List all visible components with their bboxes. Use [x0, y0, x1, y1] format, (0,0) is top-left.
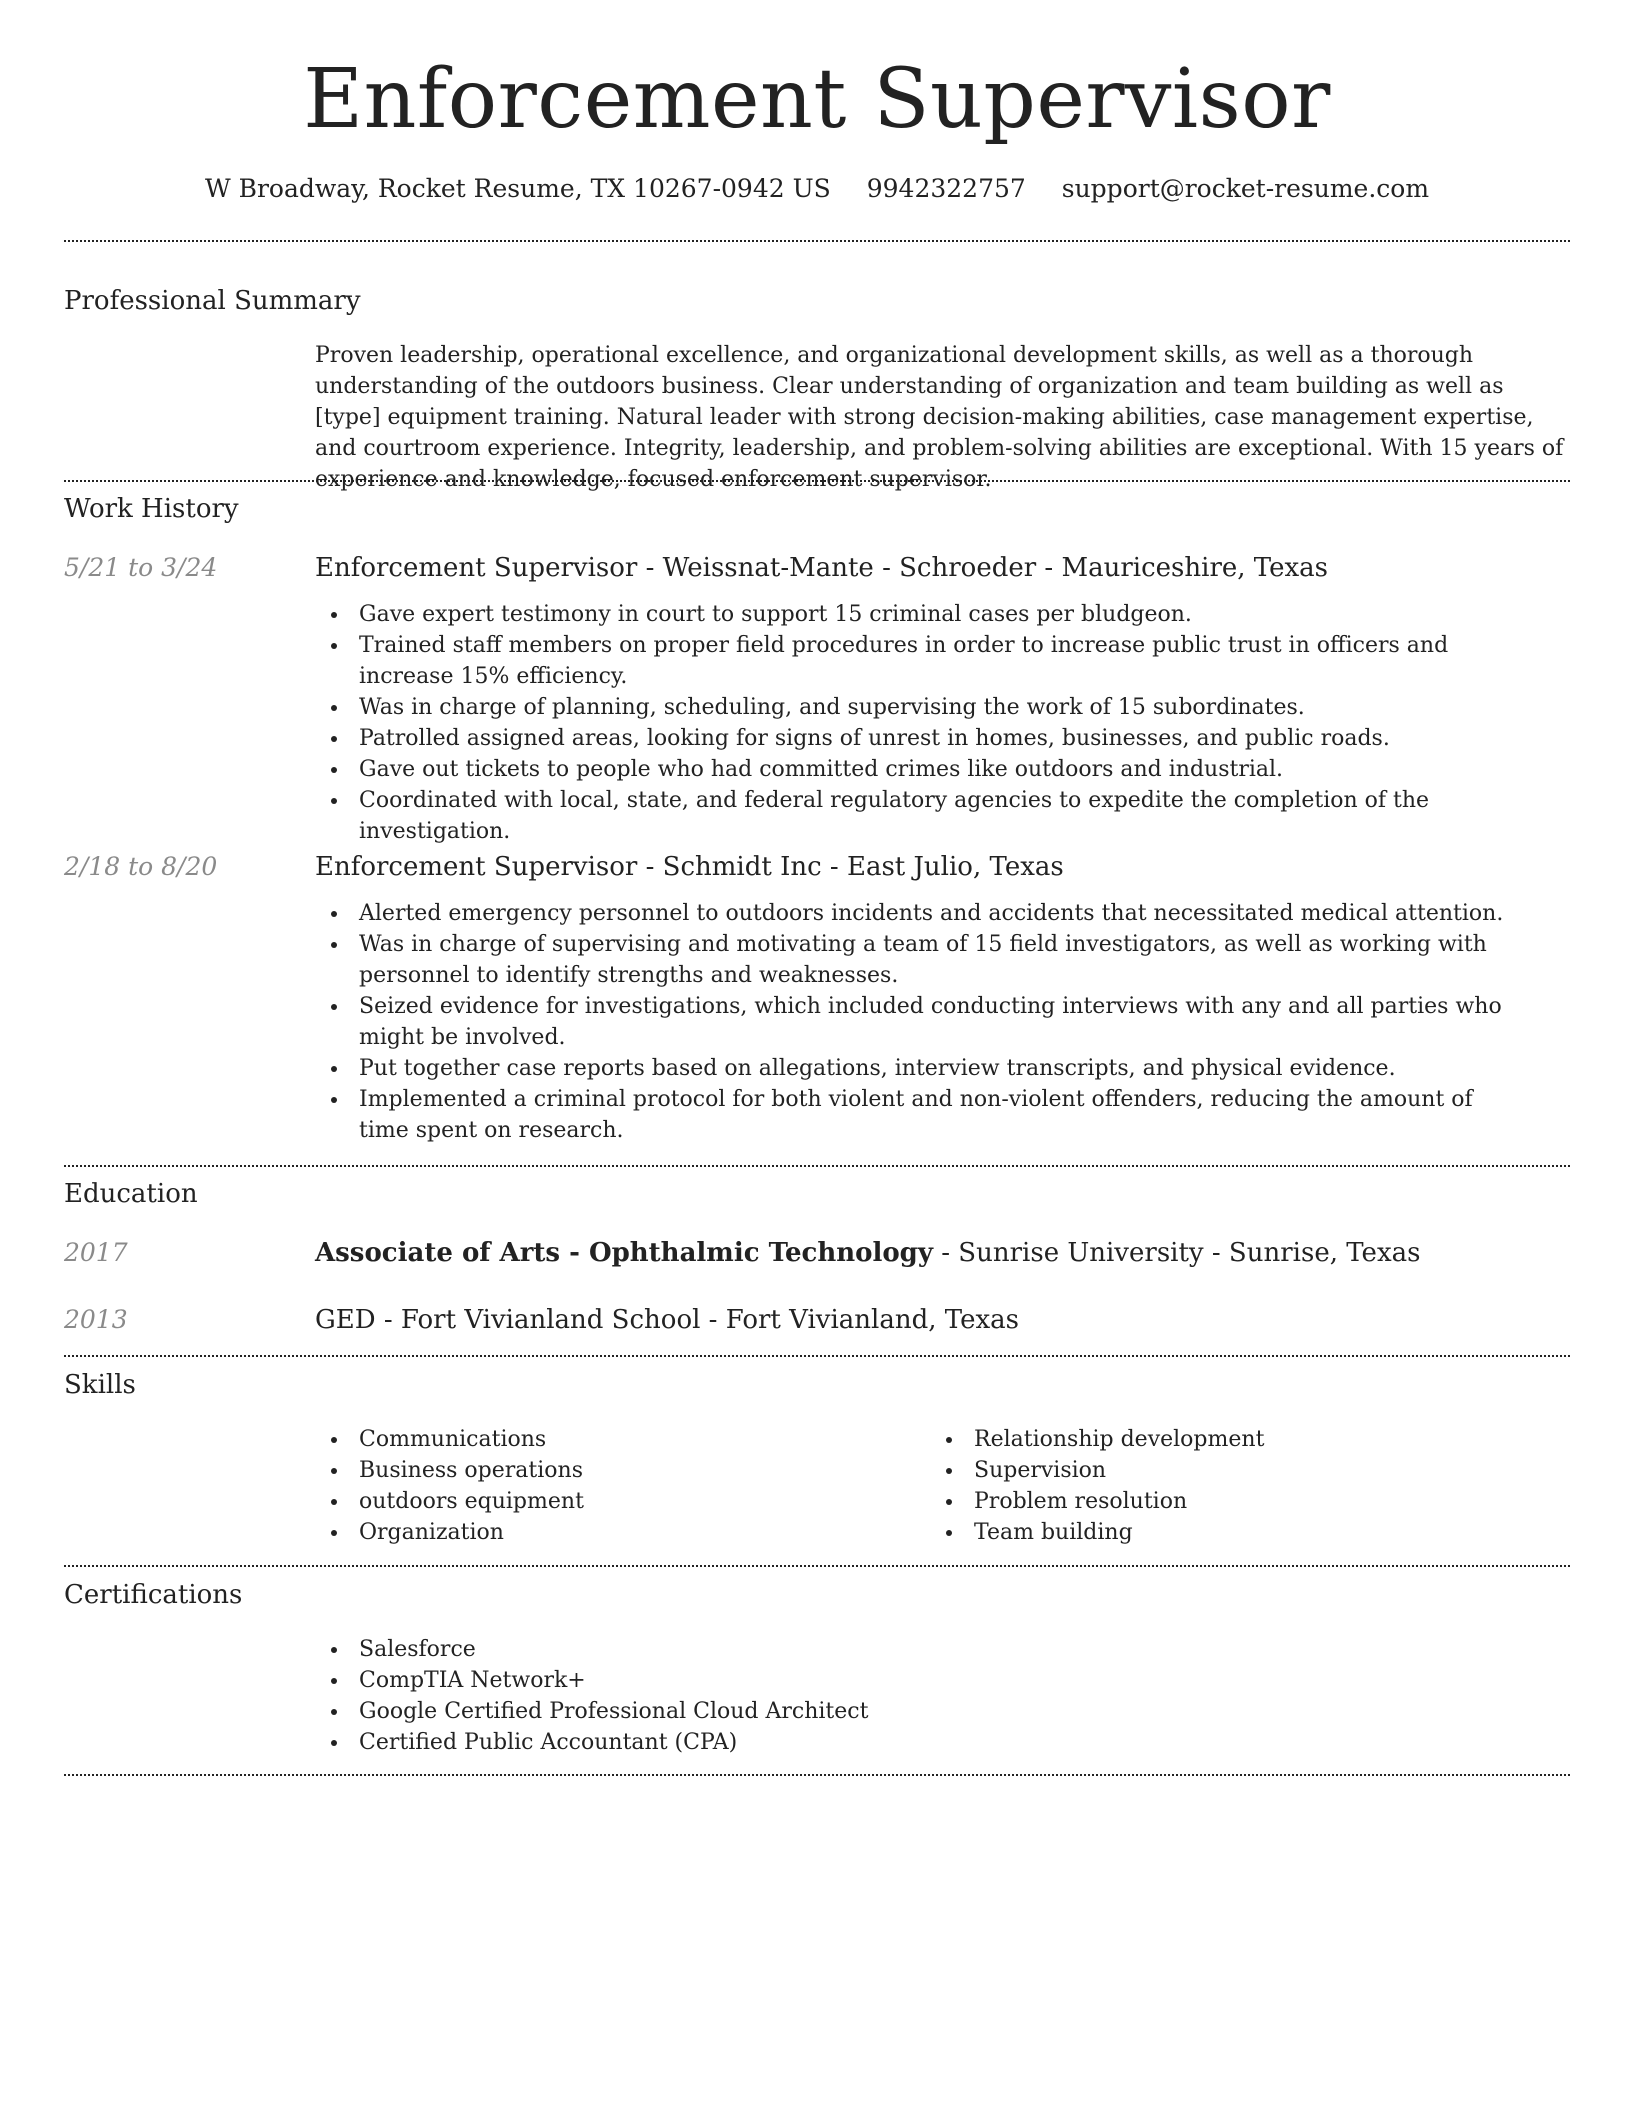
- education-heading: [315, 1303, 1019, 1337]
- list-item: Trained staff members on proper field procedures in order to increase public trust in officers and increase 15% efficiency.: [315, 630, 1515, 692]
- job-dates: 2/18 to 8/20: [64, 852, 218, 881]
- list-item: Gave expert testimony in court to support 15 criminal cases per bludgeon.: [315, 599, 1515, 630]
- list-item: Certified Public Accountant (CPA): [315, 1727, 1515, 1758]
- contact-phone: 9942322757: [866, 174, 1026, 203]
- contact-email: support@rocket-resume.com: [1061, 174, 1430, 203]
- resume-name: Enforcement Supervisor: [303, 52, 1331, 147]
- list-item: Supervision: [930, 1455, 1530, 1486]
- list-item: Was in charge of supervising and motivating a team of 15 field investigators, as well as working with personnel to identify strengths and weaknesses.: [315, 929, 1515, 991]
- school-name: - Sunrise University - Sunrise, Texas: [932, 1238, 1421, 1268]
- list-item: Communications: [315, 1424, 915, 1455]
- list-item: Put together case reports based on allegations, interview transcripts, and physical evidence.: [315, 1053, 1515, 1084]
- contact-line: [64, 172, 1570, 206]
- skills-list-left: [315, 1424, 915, 1548]
- list-item: Problem resolution: [930, 1486, 1530, 1517]
- list-item: Team building: [930, 1517, 1530, 1548]
- school-name: GED - Fort Vivianland School - Fort Vivianland, Texas: [315, 1305, 1019, 1335]
- list-item: Salesforce: [315, 1634, 1515, 1665]
- list-item: Coordinated with local, state, and federal regulatory agencies to expedite the completion of the investigation.: [315, 785, 1515, 847]
- list-item: Google Certified Professional Cloud Architect: [315, 1696, 1515, 1727]
- list-item: Patrolled assigned areas, looking for signs of unrest in homes, businesses, and public roads.: [315, 723, 1515, 754]
- list-item: CompTIA Network+: [315, 1665, 1515, 1696]
- job-bullet-list: [315, 898, 1515, 1146]
- list-item: Relationship development: [930, 1424, 1530, 1455]
- education-year: 2013: [64, 1305, 128, 1334]
- education-heading: [315, 1236, 1420, 1270]
- section-divider: [64, 1565, 1570, 1567]
- job-heading: Enforcement Supervisor - Weissnat-Mante - Schroeder - Mauriceshire, Texas: [315, 553, 1329, 583]
- section-divider: [64, 1355, 1570, 1357]
- list-item: Seized evidence for investigations, which included conducting interviews with any and all parties who might be involved.: [315, 991, 1515, 1053]
- list-item: outdoors equipment: [315, 1486, 915, 1517]
- certifications-section-title: Certifications: [64, 1580, 243, 1610]
- section-divider: [64, 1165, 1570, 1167]
- list-item: Business operations: [315, 1455, 915, 1486]
- list-item: Gave out tickets to people who had committed crimes like outdoors and industrial.: [315, 754, 1515, 785]
- list-item: Implemented a criminal protocol for both violent and non-violent offenders, reducing the amount of time spent on research.: [315, 1084, 1515, 1146]
- education-year: 2017: [64, 1238, 128, 1267]
- job-bullet-list: [315, 599, 1515, 847]
- summary-section-title: Professional Summary: [64, 286, 361, 316]
- contact-address: W Broadway, Rocket Resume, TX 10267-0942 US: [204, 174, 831, 203]
- skills-list-right: [930, 1424, 1530, 1548]
- degree-name: Associate of Arts - Ophthalmic Technology: [315, 1238, 933, 1268]
- work-section-title: Work History: [64, 494, 239, 524]
- summary-text: Proven leadership, operational excellence, and organizational development skills, as well as a thorough understanding of the outdoors business. Clear understanding of organization and team building as well as [type] equipment training. Natural leader with strong decision-making abilities, case management expertise, and courtroom experience. Integrity, leadership, and problem-solving abilities are exceptional. With 15 years of experience and knowledge, focused enforcement supervisor.: [315, 343, 1564, 492]
- list-item: Alerted emergency personnel to outdoors incidents and accidents that necessitated medical attention.: [315, 898, 1515, 929]
- education-section-title: Education: [64, 1179, 198, 1209]
- section-divider: [64, 240, 1570, 242]
- list-item: Was in charge of planning, scheduling, and supervising the work of 15 subordinates.: [315, 692, 1515, 723]
- section-divider: [64, 480, 1570, 482]
- job-dates: 5/21 to 3/24: [64, 553, 218, 582]
- section-divider: [64, 1774, 1570, 1776]
- list-item: Organization: [315, 1517, 915, 1548]
- job-heading: Enforcement Supervisor - Schmidt Inc - East Julio, Texas: [315, 852, 1064, 882]
- skills-section-title: Skills: [64, 1370, 136, 1400]
- certifications-list: [315, 1634, 1515, 1758]
